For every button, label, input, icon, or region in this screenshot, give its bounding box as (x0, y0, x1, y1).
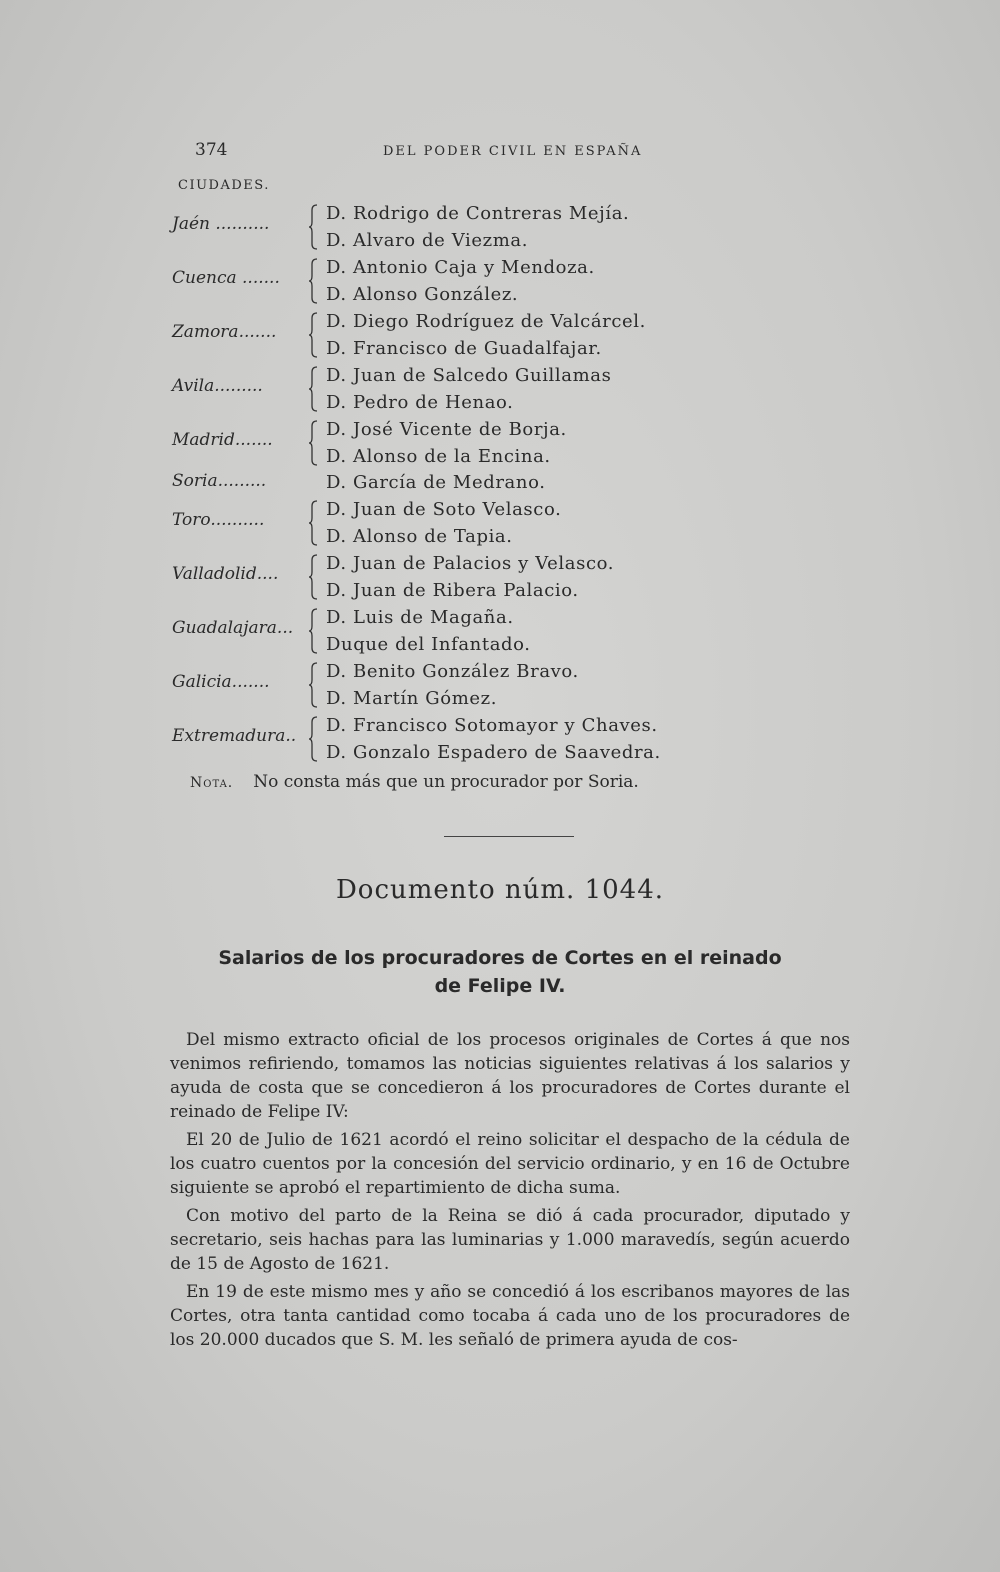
city-row (172, 550, 692, 604)
procurador-name: Duque del Infantado. (326, 634, 531, 655)
procuradores (326, 658, 579, 712)
brace-icon (308, 204, 318, 250)
procurador-name: D. Martín Gómez. (326, 688, 498, 709)
city-name: Jaén .......... (172, 214, 270, 234)
city-row (172, 254, 692, 308)
city-row (172, 362, 692, 416)
procuradores (326, 416, 567, 470)
procuradores (326, 362, 611, 416)
note-label: Nota. (190, 775, 234, 791)
city-row (172, 604, 692, 658)
procurador-name: D. Pedro de Henao. (326, 392, 514, 413)
procurador-name: D. Benito González Bravo. (326, 661, 579, 682)
procuradores (326, 469, 546, 496)
procurador-name: D. Alvaro de Viezma. (326, 230, 529, 251)
page-number: 374 (195, 140, 228, 160)
paragraph: Con motivo del parto de la Reina se dió á cada procurador, diputado y secretario, seis hachas para las luminarias y 1.000 maravedís, según acuerdo de 15 de Agosto de 1621. (170, 1206, 850, 1274)
procurador-name: D. Francisco de Guadalfajar. (326, 338, 602, 359)
city-row (172, 712, 692, 766)
city-name: Avila......... (172, 376, 263, 396)
brace-icon (308, 608, 318, 654)
city-name: Galicia....... (172, 672, 270, 692)
paragraph: Del mismo extracto oficial de los procesos originales de Cortes á que nos venimos refiriendo, tomamos las noticias siguientes relativas á los salarios y ayuda de costa que se concedieron á los procuradores de Cortes durante el reinado de Felipe IV: (170, 1030, 850, 1122)
city-row (172, 496, 692, 550)
city-row (172, 658, 692, 712)
procurador-name: D. Alonso González. (326, 284, 519, 305)
city-name: Valladolid.... (172, 564, 279, 584)
procurador-name: D. Alonso de Tapia. (326, 526, 513, 547)
document-title-line-1: Salarios de los procuradores de Cortes en el reinado (218, 947, 782, 969)
running-head (195, 140, 655, 164)
procuradores (326, 604, 531, 658)
procurador-name: D. García de Medrano. (326, 472, 546, 493)
procurador-name: D. José Vicente de Borja. (326, 419, 567, 440)
procurador-name: D. Diego Rodríguez de Valcárcel. (326, 311, 646, 332)
city-row (172, 200, 692, 254)
city-name: Cuenca ....... (172, 268, 280, 288)
brace-icon (308, 500, 318, 546)
city-row (172, 416, 692, 470)
procuradores (326, 308, 646, 362)
brace-icon (308, 258, 318, 304)
procuradores (326, 496, 561, 550)
brace-icon (308, 662, 318, 708)
procuradores (326, 254, 595, 308)
procuradores (326, 550, 614, 604)
body-text (170, 1028, 850, 1356)
procurador-name: D. Gonzalo Espadero de Saavedra. (326, 742, 661, 763)
city-name: Madrid....... (172, 430, 273, 450)
document-title (200, 944, 800, 1000)
brace-icon (308, 554, 318, 600)
separator-rule (444, 836, 574, 837)
procurador-name: D. Rodrigo de Contreras Mejía. (326, 203, 630, 224)
city-name: Guadalajara... (172, 618, 294, 638)
city-name: Extremadura.. (172, 726, 297, 746)
paragraph: El 20 de Julio de 1621 acordó el reino solicitar el despacho de la cédula de los cuatro cuentos por la concesión del servicio ordinario, y en 16 de Octubre siguiente se aprobó el repartimiento de dicha suma. (170, 1130, 850, 1198)
city-name: Soria......... (172, 471, 267, 491)
section-label: CIUDADES. (178, 178, 270, 193)
procurador-name: D. Juan de Ribera Palacio. (326, 580, 579, 601)
procurador-name: D. Juan de Palacios y Velasco. (326, 553, 615, 574)
brace-icon (308, 366, 318, 412)
paragraph: En 19 de este mismo mes y año se concedió á los escribanos mayores de las Cortes, otra tanta cantidad como tocaba á cada uno de los procuradores de los 20.000 ducados que S. M. les señaló de primera ayuda de cos- (170, 1282, 850, 1350)
brace-icon (308, 420, 318, 466)
document-title-line-2: de Felipe IV. (434, 975, 566, 997)
brace-icon (308, 716, 318, 762)
document-heading: Documento núm. 1044. (335, 875, 665, 905)
procurador-name: D. Luis de Magaña. (326, 607, 514, 628)
procuradores (326, 200, 629, 254)
note (190, 772, 639, 792)
procurador-name: D. Alonso de la Encina. (326, 446, 551, 467)
note-text: No consta más que un procurador por Soria. (253, 772, 639, 792)
cities-list (172, 200, 692, 766)
procurador-name: D. Antonio Caja y Mendoza. (326, 257, 595, 278)
procurador-name: D. Juan de Salcedo Guillamas (326, 365, 612, 386)
running-title: DEL PODER CIVIL EN ESPAÑA (383, 144, 643, 159)
brace-icon (308, 312, 318, 358)
city-row (172, 470, 692, 496)
city-name: Toro.......... (172, 510, 265, 530)
procurador-name: D. Francisco Sotomayor y Chaves. (326, 715, 658, 736)
procuradores (326, 712, 661, 766)
procurador-name: D. Juan de Soto Velasco. (326, 499, 562, 520)
city-row (172, 308, 692, 362)
city-name: Zamora....... (172, 322, 277, 342)
